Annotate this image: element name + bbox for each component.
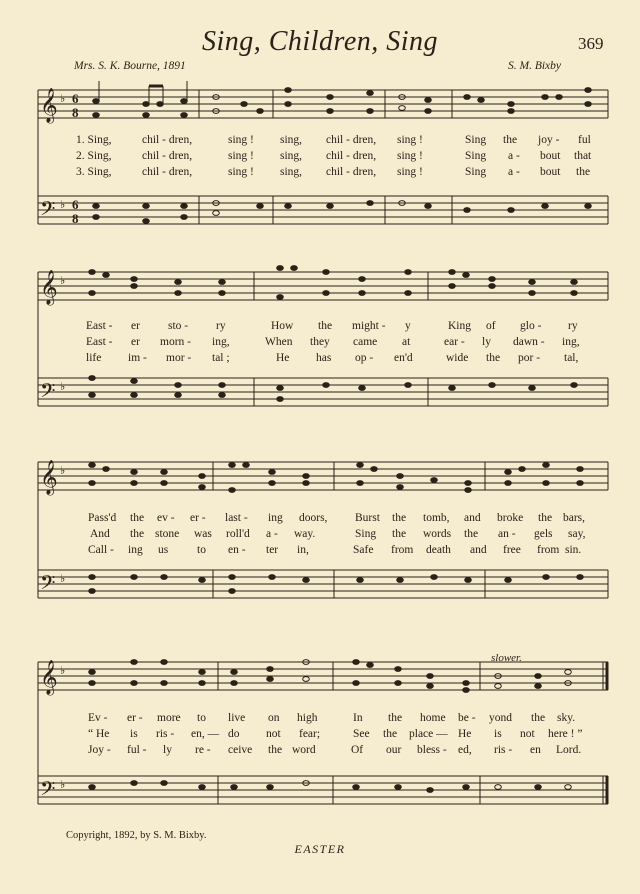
lyrics-s1-v2: 2. Sing, chil - dren, sing ! sing, chil - dren, sing ! Sing a - bout that bbox=[76, 150, 592, 162]
bass-clef-icon: 𝄢 bbox=[40, 777, 56, 805]
lyrics-s2-v2: East - er morn - ing, When they came at ear - ly dawn - ing, bbox=[86, 336, 580, 348]
treble-clef-icon: 𝄞 bbox=[40, 660, 58, 695]
svg-text:♭: ♭ bbox=[60, 380, 66, 393]
lyricist-credit: Mrs. S. K. Bourne, 1891 bbox=[74, 60, 186, 72]
treble-clef-icon: 𝄞 bbox=[40, 460, 58, 495]
lyrics-s3-v3: Call - ing us to en - ter in, Safe from death and free from sin. bbox=[88, 544, 582, 556]
hymn-title: Sing, Children, Sing bbox=[201, 26, 439, 57]
svg-text:♭: ♭ bbox=[60, 92, 66, 105]
lyrics-s4-v1: Ev - er - more to live on high In the home be - yond the sky. bbox=[88, 712, 576, 724]
bass-clef-icon: 𝄢 bbox=[40, 571, 56, 599]
svg-text:8: 8 bbox=[72, 211, 79, 226]
svg-text:8: 8 bbox=[72, 105, 79, 120]
lyrics-s2-v3: life im - mor - tal ; He has op - en'd wide the por - tal, bbox=[86, 352, 579, 364]
svg-text:♭: ♭ bbox=[60, 198, 66, 211]
page-footer: EASTER bbox=[294, 842, 346, 856]
svg-text:♭: ♭ bbox=[60, 664, 66, 677]
svg-text:♭: ♭ bbox=[60, 572, 66, 585]
composer-credit: S. M. Bixby bbox=[508, 60, 562, 72]
bass-clef-icon: 𝄢 bbox=[40, 379, 56, 407]
svg-text:♭: ♭ bbox=[60, 274, 66, 287]
svg-text:6: 6 bbox=[72, 91, 79, 106]
page-number: 369 bbox=[578, 34, 604, 53]
lyrics-s4-v3: Joy - ful - ly re - ceive the word Of our bless - ed, ris - en Lord. bbox=[88, 744, 582, 756]
copyright-notice: Copyright, 1892, by S. M. Bixby. bbox=[66, 830, 207, 841]
lyrics-s2-v1: East - er sto - ry How the might - y King of glo - ry bbox=[86, 320, 578, 332]
lyrics-s4-v2: “ He is ris - en, — do not fear; See the place — He is not here ! ” bbox=[88, 728, 583, 740]
svg-text:♭: ♭ bbox=[60, 464, 66, 477]
tempo-marking: slower. bbox=[491, 652, 522, 664]
lyrics-s1-v1: 1. Sing, chil - dren, sing ! sing, chil - dren, sing ! Sing the joy - ful bbox=[76, 134, 591, 146]
treble-clef-icon: 𝄞 bbox=[40, 88, 58, 123]
lyrics-s3-v1: Pass'd the ev - er - last - ing doors, Burst the tomb, and broke the bars, bbox=[88, 512, 586, 524]
svg-text:♭: ♭ bbox=[60, 778, 66, 791]
bass-clef-icon: 𝄢 bbox=[40, 197, 56, 225]
lyrics-s1-v3: 3. Sing, chil - dren, sing ! sing, chil - dren, sing ! Sing a - bout the bbox=[76, 166, 591, 178]
treble-clef-icon: 𝄞 bbox=[40, 270, 58, 305]
svg-text:6: 6 bbox=[72, 197, 79, 212]
lyrics-s3-v2: And the stone was roll'd a - way. Sing the words the an - gels say, bbox=[90, 528, 586, 540]
